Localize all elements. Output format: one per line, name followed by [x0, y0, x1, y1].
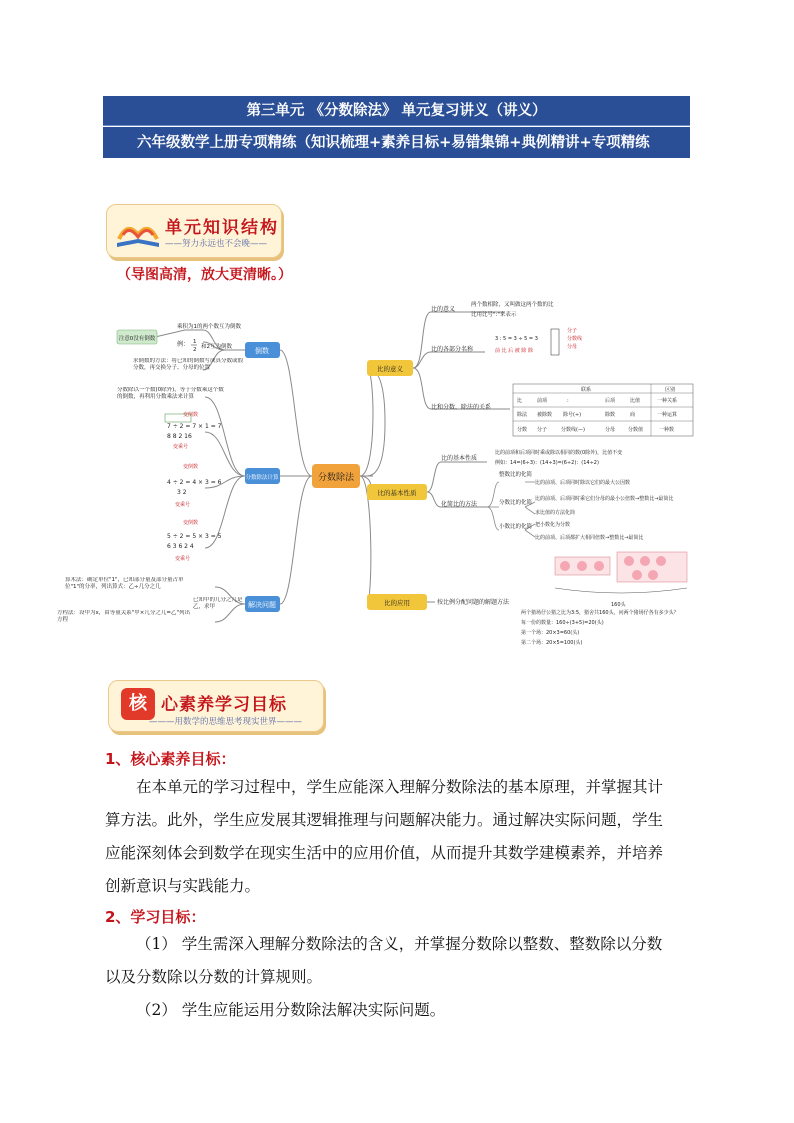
- pig-icons: [555, 552, 687, 593]
- svg-text:分数: 分数: [517, 427, 528, 433]
- svg-text:一种关系: 一种关系: [657, 398, 678, 404]
- basic-property-text: 比的前项和后项同时乘或除以相同的数(0除外)，比值不变: [495, 450, 623, 456]
- svg-text:商: 商: [630, 412, 636, 418]
- note-reciprocal-example: 例：: [177, 341, 190, 348]
- mindmap-center-label: 分数除法: [317, 473, 355, 483]
- section-slogan: ——努力永远也不会晚——: [165, 239, 268, 249]
- subnode-ratio-relation: 比和分数、除法的关系: [431, 404, 492, 411]
- svg-text:变倒数: 变倒数: [183, 464, 199, 470]
- svg-text:分数线: 分数线: [567, 336, 583, 342]
- pig-count: 160头: [611, 602, 626, 608]
- svg-text:分数线(—): 分数线(—): [561, 427, 585, 433]
- node-reciprocal-label: 倒数: [255, 347, 269, 355]
- subnode-proportion: 按比例分配问题的解题方法: [437, 599, 510, 606]
- svg-text:6 3 6 2 4: 6 3 6 2 4: [167, 543, 194, 550]
- note-zero-reciprocal: 注意0没有倒数: [118, 336, 156, 342]
- proportion-step1: 每一份的数量：160÷(3+5)=20(头): [521, 620, 604, 626]
- knowledge-mindmap: [55, 292, 745, 660]
- simplify-frac-text2: 求比值的方法化简: [535, 510, 576, 516]
- proportion-step2: 第一个场：20×3=60(头): [521, 630, 580, 636]
- node-solve-label: 解决问题: [248, 601, 276, 609]
- svg-text:区别: 区别: [665, 387, 676, 393]
- svg-text:前 比 后 被 除 除: 前 比 后 被 除 除: [495, 348, 533, 354]
- proportion-step3: 第二个场：20×5=100(头): [521, 640, 583, 646]
- subnode-ratio-parts: 比的各部分名称: [431, 346, 474, 353]
- document-title: 第三单元 《分数除法》 单元复习讲义（讲义）: [103, 96, 690, 126]
- svg-text:被除数: 被除数: [537, 412, 553, 418]
- example-1: [165, 411, 222, 450]
- svg-text:分子: 分子: [537, 427, 548, 433]
- subnode-simplify: 化简比的方法: [441, 501, 478, 508]
- section-title: 单元知识结构: [165, 218, 279, 238]
- svg-text:比: 比: [517, 398, 523, 404]
- node-ratio-property-label: 比的基本性质: [377, 489, 417, 497]
- svg-text:2: 2: [193, 347, 197, 353]
- simplify-dec-text: 把小数化为分数: [535, 522, 571, 528]
- subnode-ratio-meaning: 比的意义: [431, 306, 456, 313]
- simplify-dec-text2: 比的前项、后项都扩大相同倍数→整数比→最简比: [535, 535, 644, 541]
- goal1-heading: 1、核心素养目标：: [105, 750, 236, 768]
- svg-text:4 ÷ 2 = 4 × 3 = 6: 4 ÷ 2 = 4 × 3 = 6: [167, 479, 222, 486]
- note-reciprocal-def: 乘积为1的两个数互为倒数: [177, 324, 242, 330]
- core-icon: 核: [121, 688, 155, 720]
- svg-text:后项: 后项: [605, 398, 616, 404]
- svg-text:分母: 分母: [605, 427, 616, 433]
- svg-text:除号(÷): 除号(÷): [563, 412, 582, 418]
- ratio-parts-figure: [495, 327, 582, 355]
- goal2-heading: 2、学习目标：: [105, 908, 206, 926]
- basic-property-example: 例如：14=(6÷3)：(14÷3)=(6÷2)：(14÷2): [495, 460, 599, 466]
- note-find-whole: 已知甲的几分之几是乙，求甲: [193, 597, 243, 610]
- svg-text:8 8 2 16: 8 8 2 16: [167, 433, 192, 440]
- svg-text:变乘号: 变乘号: [175, 556, 191, 562]
- proportion-problem: 两个猪场仔公猪之比为3:5，猪舍共160头，问两个猪场仔各有多少头？: [521, 610, 679, 616]
- svg-text:3 : 5 = 3 ÷ 5 = 3: 3 : 5 = 3 ÷ 5 = 3: [495, 336, 538, 342]
- note-reciprocal-method: 求倒数的方法：将已知的倒数写成真分数或假分数，再交换分子、分母的位置: [133, 358, 244, 371]
- svg-text:1: 1: [193, 339, 197, 345]
- svg-text::: :: [567, 398, 569, 404]
- svg-text:比值: 比值: [630, 398, 641, 404]
- example-2: [167, 463, 222, 508]
- svg-text:变倒数: 变倒数: [183, 412, 199, 418]
- svg-text:变乘号: 变乘号: [175, 502, 191, 508]
- svg-text:变乘号: 变乘号: [173, 444, 189, 450]
- simplify-dec: 小数比的化简: [499, 524, 533, 530]
- goal1-text: 在本单元的学习过程中，学生应能深入理解分数除法的基本原理，并掌握其计 算方法。此外，学生应发展其逻辑推理与问题解决能力。通过解决实际问题，学生 应能深刻体会到数学在现实生活中的应用价值，从而提升其数学建模素养，并培养 创新意识与实践能力。: [105, 778, 664, 895]
- ratio-relation-table: [513, 384, 693, 436]
- svg-text:7 ÷ 2 = 7 × 1 = 7: 7 ÷ 2 = 7 × 1 = 7: [167, 423, 222, 430]
- mindmap-note: （导图高清，放大更清晰。）: [117, 267, 292, 283]
- node-ratio-application-label: 比的应用: [384, 599, 410, 607]
- book-icon: [113, 209, 163, 253]
- svg-text:变倒数: 变倒数: [183, 520, 199, 526]
- node-ratio-meaning-label: 比的意义: [377, 365, 403, 373]
- section2-slogan: ———用数学的思维思考现实世界———: [149, 717, 303, 727]
- svg-text:联系: 联系: [581, 387, 592, 393]
- simplify-int-text: 比的前项、后项同时除以它们的最大公因数: [535, 480, 631, 486]
- note-arith-method: 算术法：确定单位"1"，已知部分量及部分量占单位"1"的分率，列出算式：乙÷几分之几: [65, 577, 184, 590]
- svg-text:一种运算: 一种运算: [657, 412, 678, 418]
- ratio-meaning-text2: 比用比号":"来表示: [471, 312, 517, 318]
- svg-text:除法: 除法: [517, 412, 528, 418]
- section-badge-goals: [108, 680, 324, 732]
- simplify-frac-text: 比的前项、后项同时乘它们分母的最小公倍数→整数比→最简比: [535, 496, 674, 502]
- goal2-text: （1） 学生需深入理解分数除法的含义，并掌握分数除以整数、整数除以分数 以及分数除以分数的计算规则。 （2） 学生应能运用分数除法解决实际问题。: [105, 935, 663, 1019]
- note-equation-method: 方程法：设甲为x，由等量关系"甲×几分之几=乙"列出方程: [57, 610, 191, 623]
- svg-text:5 ÷ 2 = 5 × 3 = 5: 5 ÷ 2 = 5 × 3 = 5: [167, 533, 222, 540]
- note-reciprocal-example-b: 和2互为倒数: [201, 344, 232, 350]
- example-3: [167, 519, 222, 562]
- section2-title: 心素养学习目标: [161, 695, 287, 715]
- svg-text:除数: 除数: [605, 412, 616, 418]
- svg-text:3 2: 3 2: [177, 489, 187, 496]
- note-division-rule: 分数除以一个数(0除外)，等于分数乘这个数的倒数，再利用分数乘法来计算: [117, 387, 224, 400]
- subnode-basic-property: 比的基本性质: [441, 455, 478, 462]
- svg-text:分子: 分子: [567, 328, 578, 334]
- simplify-frac: 分数比的化简: [499, 500, 533, 506]
- simplify-int: 整数比的化简: [499, 472, 533, 478]
- document-subtitle: 六年级数学上册专项精练（知识梳理+素养目标+易错集锦+典例精讲+专项精练: [103, 127, 690, 158]
- ratio-meaning-text: 两个数相除，又叫做这两个数的比: [471, 302, 554, 308]
- svg-text:分数值: 分数值: [628, 427, 644, 433]
- svg-text:分母: 分母: [567, 344, 578, 350]
- svg-text:一种数: 一种数: [659, 427, 675, 433]
- section-badge-structure: [106, 204, 282, 258]
- node-calc-label: 分数除法计算: [245, 475, 279, 481]
- svg-text:前项: 前项: [537, 398, 548, 404]
